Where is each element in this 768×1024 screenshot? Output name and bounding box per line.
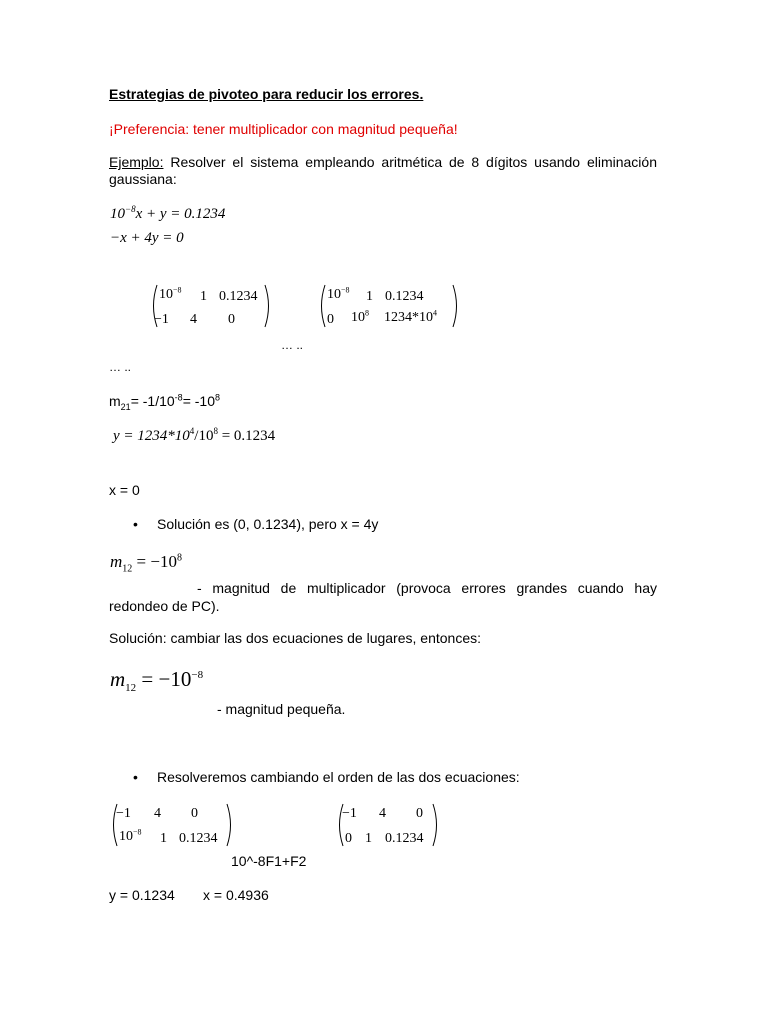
final-y: y = 0.1234 [109,887,175,903]
example-paragraph [109,154,657,188]
matrix-cell: 0 [228,312,235,327]
equation-1: $10^{-8}x + y = 0.1234$ [110,204,226,222]
matrix-cell: 0.1234 [385,289,424,304]
bullet-icon: • [133,769,138,785]
preference-note: ¡Preferencia: tener multiplicador con magnitud pequeña! [109,121,458,137]
final-x: x = 0.4936 [203,887,269,903]
matrix-cell: 0.1234 [179,831,218,846]
matrix-cell: $1234*10^4$ [384,308,437,325]
matrix-cell: 1 [365,831,372,846]
y-formula: $y = 1234*10^4/10^8 = 0.1234$ [113,426,276,444]
matrix-cell: −1 [116,806,131,821]
matrix-cell: 1 [200,289,207,304]
m12-small: $m_{12} = -10^{-8}$ [110,667,204,695]
matrix-cell: $10^{-8}$ [327,285,350,302]
page-title: Estrategias de pivoteo para reducir los errores. [109,86,424,102]
matrix-cell: 1 [160,831,167,846]
ellipsis-2: … .. [109,360,132,374]
matrix-cell: $10^8$ [351,308,369,325]
matrix-cell: 0 [327,312,334,327]
matrix-cell: 1 [366,289,373,304]
example-label: Ejemplo: [109,154,164,170]
matrix-cell: 0 [191,806,198,821]
example-text: Resolver el sistema empleando aritmética de 8 dígitos usando eliminación gaussiana: [109,154,657,187]
augmented-matrix-swapped [110,802,234,848]
m21-equation: $m_{21}= -1/10^{-8}= -10^8$ [109,392,221,412]
matrix-cell: −1 [342,806,357,821]
augmented-matrix-reduced [318,283,460,329]
matrix-cell: 4 [379,806,386,821]
solution-text: Solución: cambiar las dos ecuaciones de lugares, entonces: [109,630,481,646]
matrix-cell: 0.1234 [385,831,424,846]
matrix-cell: 0 [416,806,423,821]
matrix-cell: −1 [154,312,169,327]
m12-large: $m_{12} = -10^8$ [110,552,182,575]
bullet-reorder: Resolveremos cambiando el orden de las dos ecuaciones: [157,769,520,785]
matrix-cell: $10^{-8}$ [119,827,142,844]
small-magnitude-text: - magnitud pequeña. [217,701,346,717]
matrix-cell: 0 [345,831,352,846]
matrix-cell: 0.1234 [219,289,258,304]
bullet-solution: Solución es (0, 0.1234), pero x = 4y [157,516,379,532]
matrix-cell: $10^{-8}$ [159,285,182,302]
augmented-matrix-solved [336,802,440,848]
matrix-cell: 4 [154,806,161,821]
magnitude-paragraph: - magnitud de multiplicador (provoca errores grandes cuando hay redondeo de PC). [109,580,657,614]
row-operation: 10^-8F1+F2 [231,853,307,869]
ellipsis-1: … .. [281,338,304,352]
x-result: x = 0 [109,482,140,498]
bullet-icon: • [133,516,138,532]
augmented-matrix-original [150,283,272,329]
equation-2: −x + 4y = 0 [110,230,184,246]
matrix-cell: 4 [190,312,197,327]
